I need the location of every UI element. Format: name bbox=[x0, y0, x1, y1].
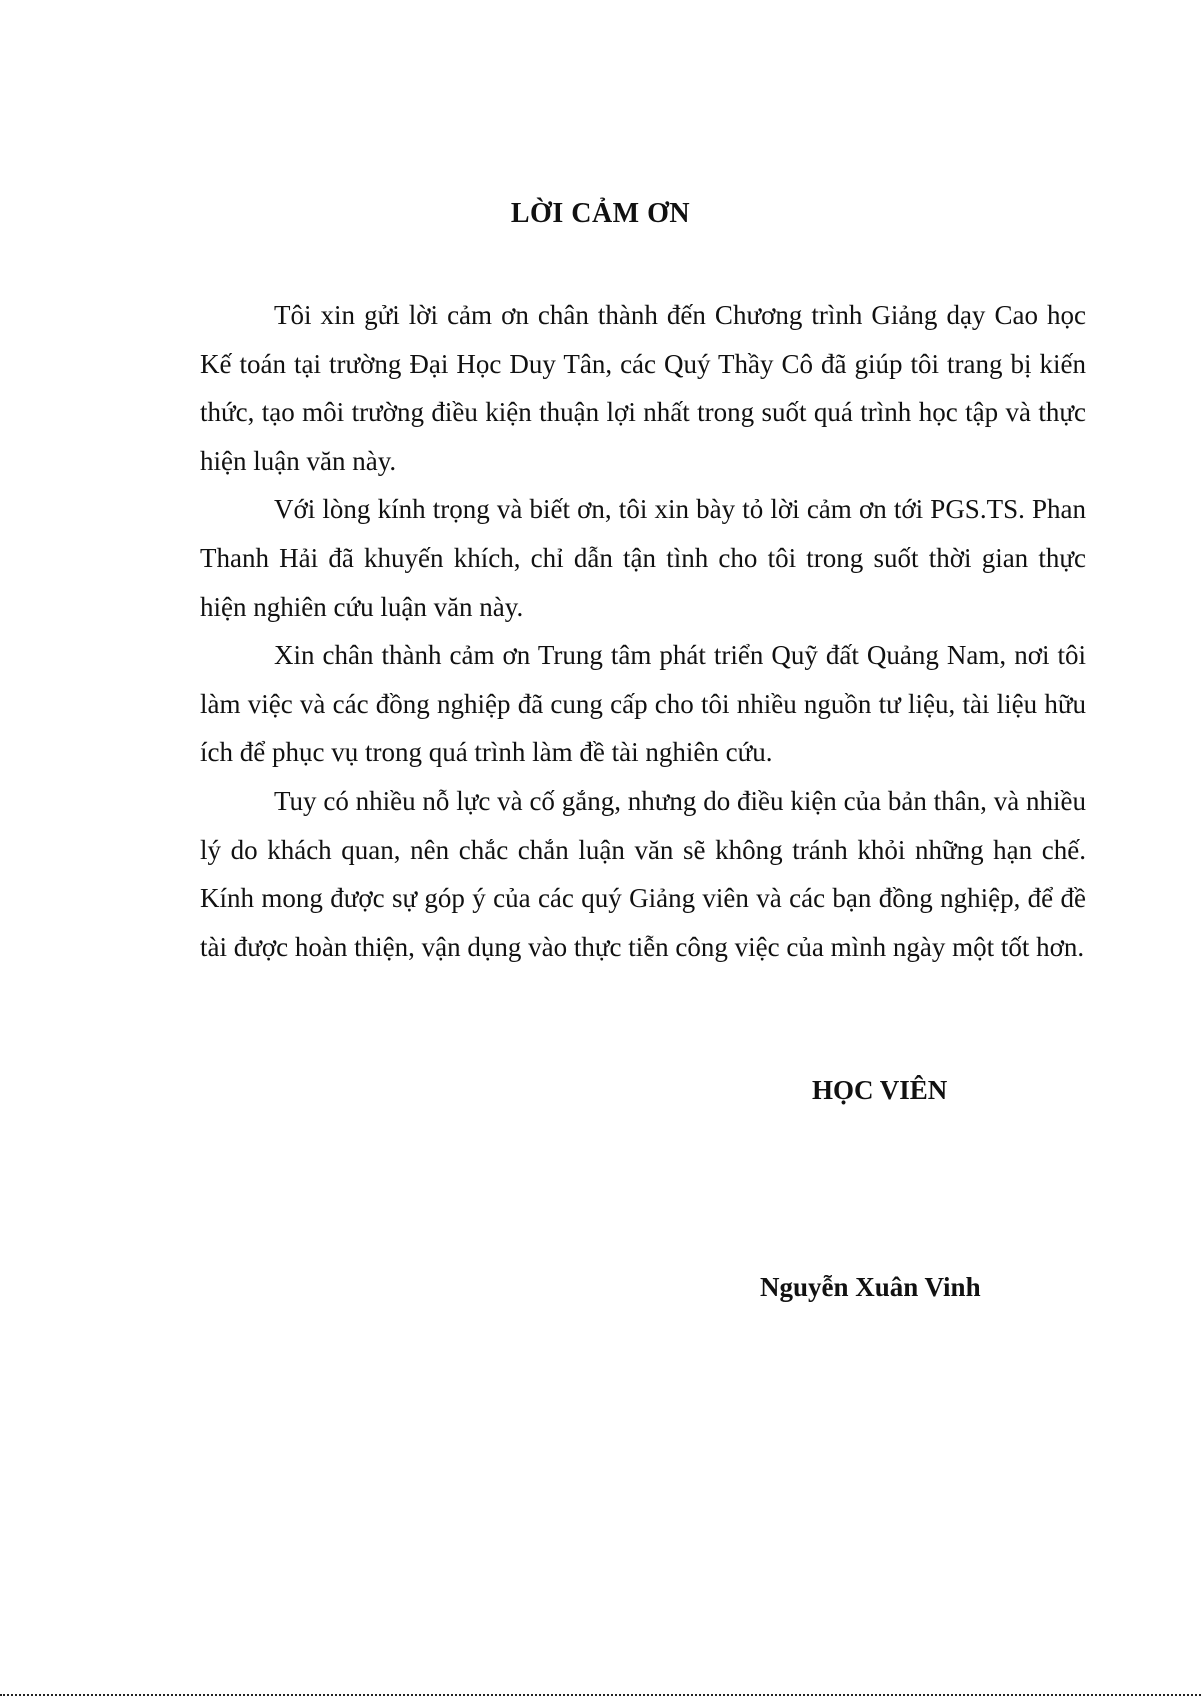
signer-name: Nguyễn Xuân Vinh bbox=[760, 1272, 981, 1302]
paragraph-4: Tuy có nhiều nỗ lực và cố gắng, nhưng do điều kiện của bản thân, và nhiều lý do khách quan, nên chắc chắn luận văn sẽ không tránh khỏi những hạn chế. Kính mong được sự góp ý của các quý Giảng viên và các bạn đồng nghiệp, để đề tài được hoàn thiện, vận dụng vào thực tiễn công việc của mình ngày một tốt hơn. bbox=[200, 785, 1086, 962]
paragraph-2: Với lòng kính trọng và biết ơn, tôi xin bày tỏ lời cảm ơn tới PGS.TS. Phan Thanh Hải đã khuyến khích, chỉ dẫn tận tình cho tôi trong suốt thời gian thực hiện nghiên cứu luận văn này. bbox=[200, 494, 1086, 622]
bottom-dotted-rule bbox=[0, 1694, 1201, 1696]
paragraph-3: Xin chân thành cảm ơn Trung tâm phát triển Quỹ đất Quảng Nam, nơi tôi làm việc và các đồng nghiệp đã cung cấp cho tôi nhiều nguồn tư liệu, tài liệu hữu ích để phục vụ trong quá trình làm đề tài nghiên cứu. bbox=[200, 640, 1086, 768]
signer-title: HỌC VIÊN bbox=[812, 1075, 948, 1105]
page-title: LỜI CẢM ƠN bbox=[510, 198, 691, 229]
acknowledgement-body bbox=[200, 291, 1086, 971]
paragraph-1: Tôi xin gửi lời cảm ơn chân thành đến Chương trình Giảng dạy Cao học Kế toán tại trường Đại Học Duy Tân, các Quý Thầy Cô đã giúp tôi trang bị kiến thức, tạo môi trường điều kiện thuận lợi nhất trong suốt quá trình học tập và thực hiện luận văn này. bbox=[200, 300, 1086, 476]
